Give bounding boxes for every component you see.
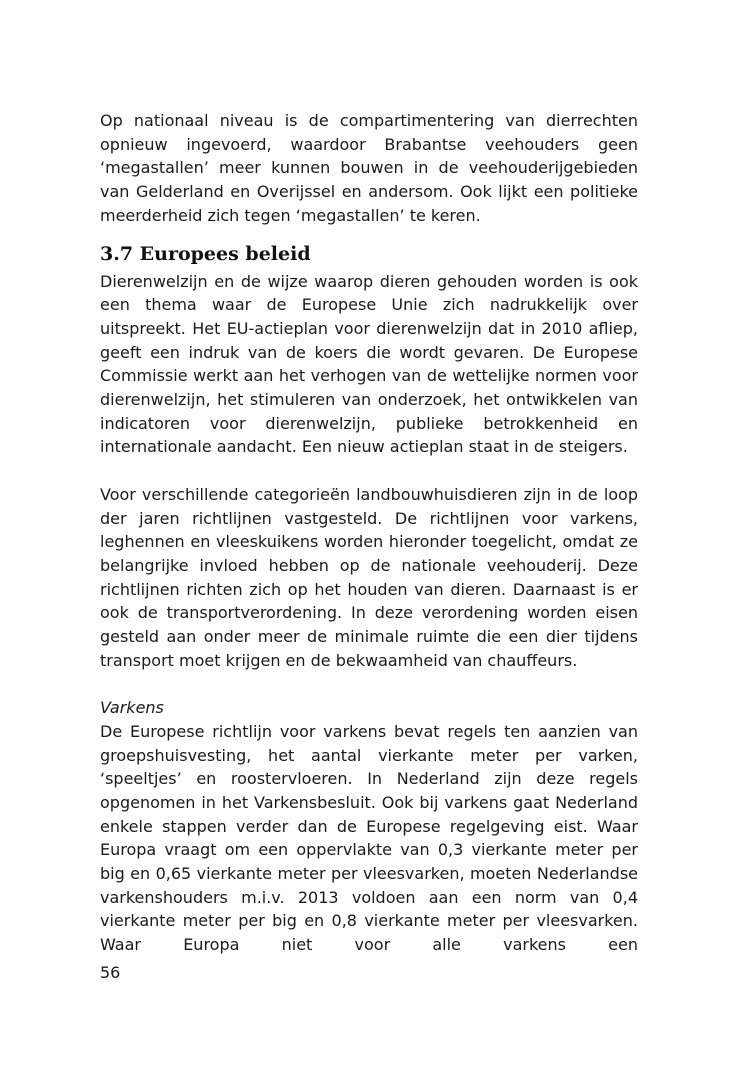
paragraph-gap [100,459,638,483]
eu-policy-paragraph: Dierenwelzijn en de wijze waarop dieren gehouden worden is ook een thema waar de Europese Unie zich nadrukkelijk over uitspreekt. Het EU-actieplan voor dierenwelzijn dat in 2010 afliep, geeft een indruk van de koers die wordt gevaren. De Europese Commissie werkt aan het verhogen van de wettelijke normen voor dierenwelzijn, het stimuleren van onderzoek, het ontwikkelen van indicatoren voor dierenwelzijn, publieke betrokkenheid en internationale aandacht. Een nieuw actieplan staat in de steigers. [100,271,638,457]
page-number: 56 [100,963,121,982]
paragraph-gap [100,672,638,696]
document-body [100,109,638,957]
pigs-subheading: Varkens [100,698,164,718]
section-heading: 3.7 Europees beleid [100,242,311,265]
guidelines-paragraph: Voor verschillende categorieën landbouwhuisdieren zijn in de loop der jaren richtlijnen vastgesteld. De richtlijnen voor varkens, leghennen en vleeskuikens worden hieronder toegelicht, omdat ze belangrijke invloed hebben op de nationale veehouderij. Deze richtlijnen richten zich op het houden van dieren. Daarnaast is er ook de transportverordening. In deze verordening worden eisen gesteld aan onder meer de minimale ruimte die een dier tijdens transport moet krijgen en de bekwaamheid van chauffeurs. [100,484,638,670]
intro-paragraph: Op nationaal niveau is de compartimentering van dierrechten opnieuw ingevoerd, waardoor Brabantse veehouders geen ‘megastallen’ meer kunnen bouwen in de veehouderijgebieden van Gelderland en Overijssel en andersom. Ook lijkt een politieke meerderheid zich tegen ‘megastallen’ te keren. [100,111,638,225]
pigs-paragraph: De Europese richtlijn voor varkens bevat regels ten aanzien van groepshuisvesting, het aantal vierkante meter per varken, ‘speeltjes’ en roostervloeren. In Nederland zijn deze regels opgenomen in het Varkensbesluit. Ook bij varkens gaat Nederland enkele stappen verder dan de Europese regelgeving eist. Waar Europa vraagt om een oppervlakte van 0,3 vierkante meter per big en 0,65 vierkante meter per vleesvarken, moeten Nederlandse varkenshouders m.i.v. 2013 voldoen aan een norm van 0,4 vierkante meter per big en 0,8 vierkante meter per vleesvarken. Waar Europa niet voor alle varkens een [100,721,638,955]
